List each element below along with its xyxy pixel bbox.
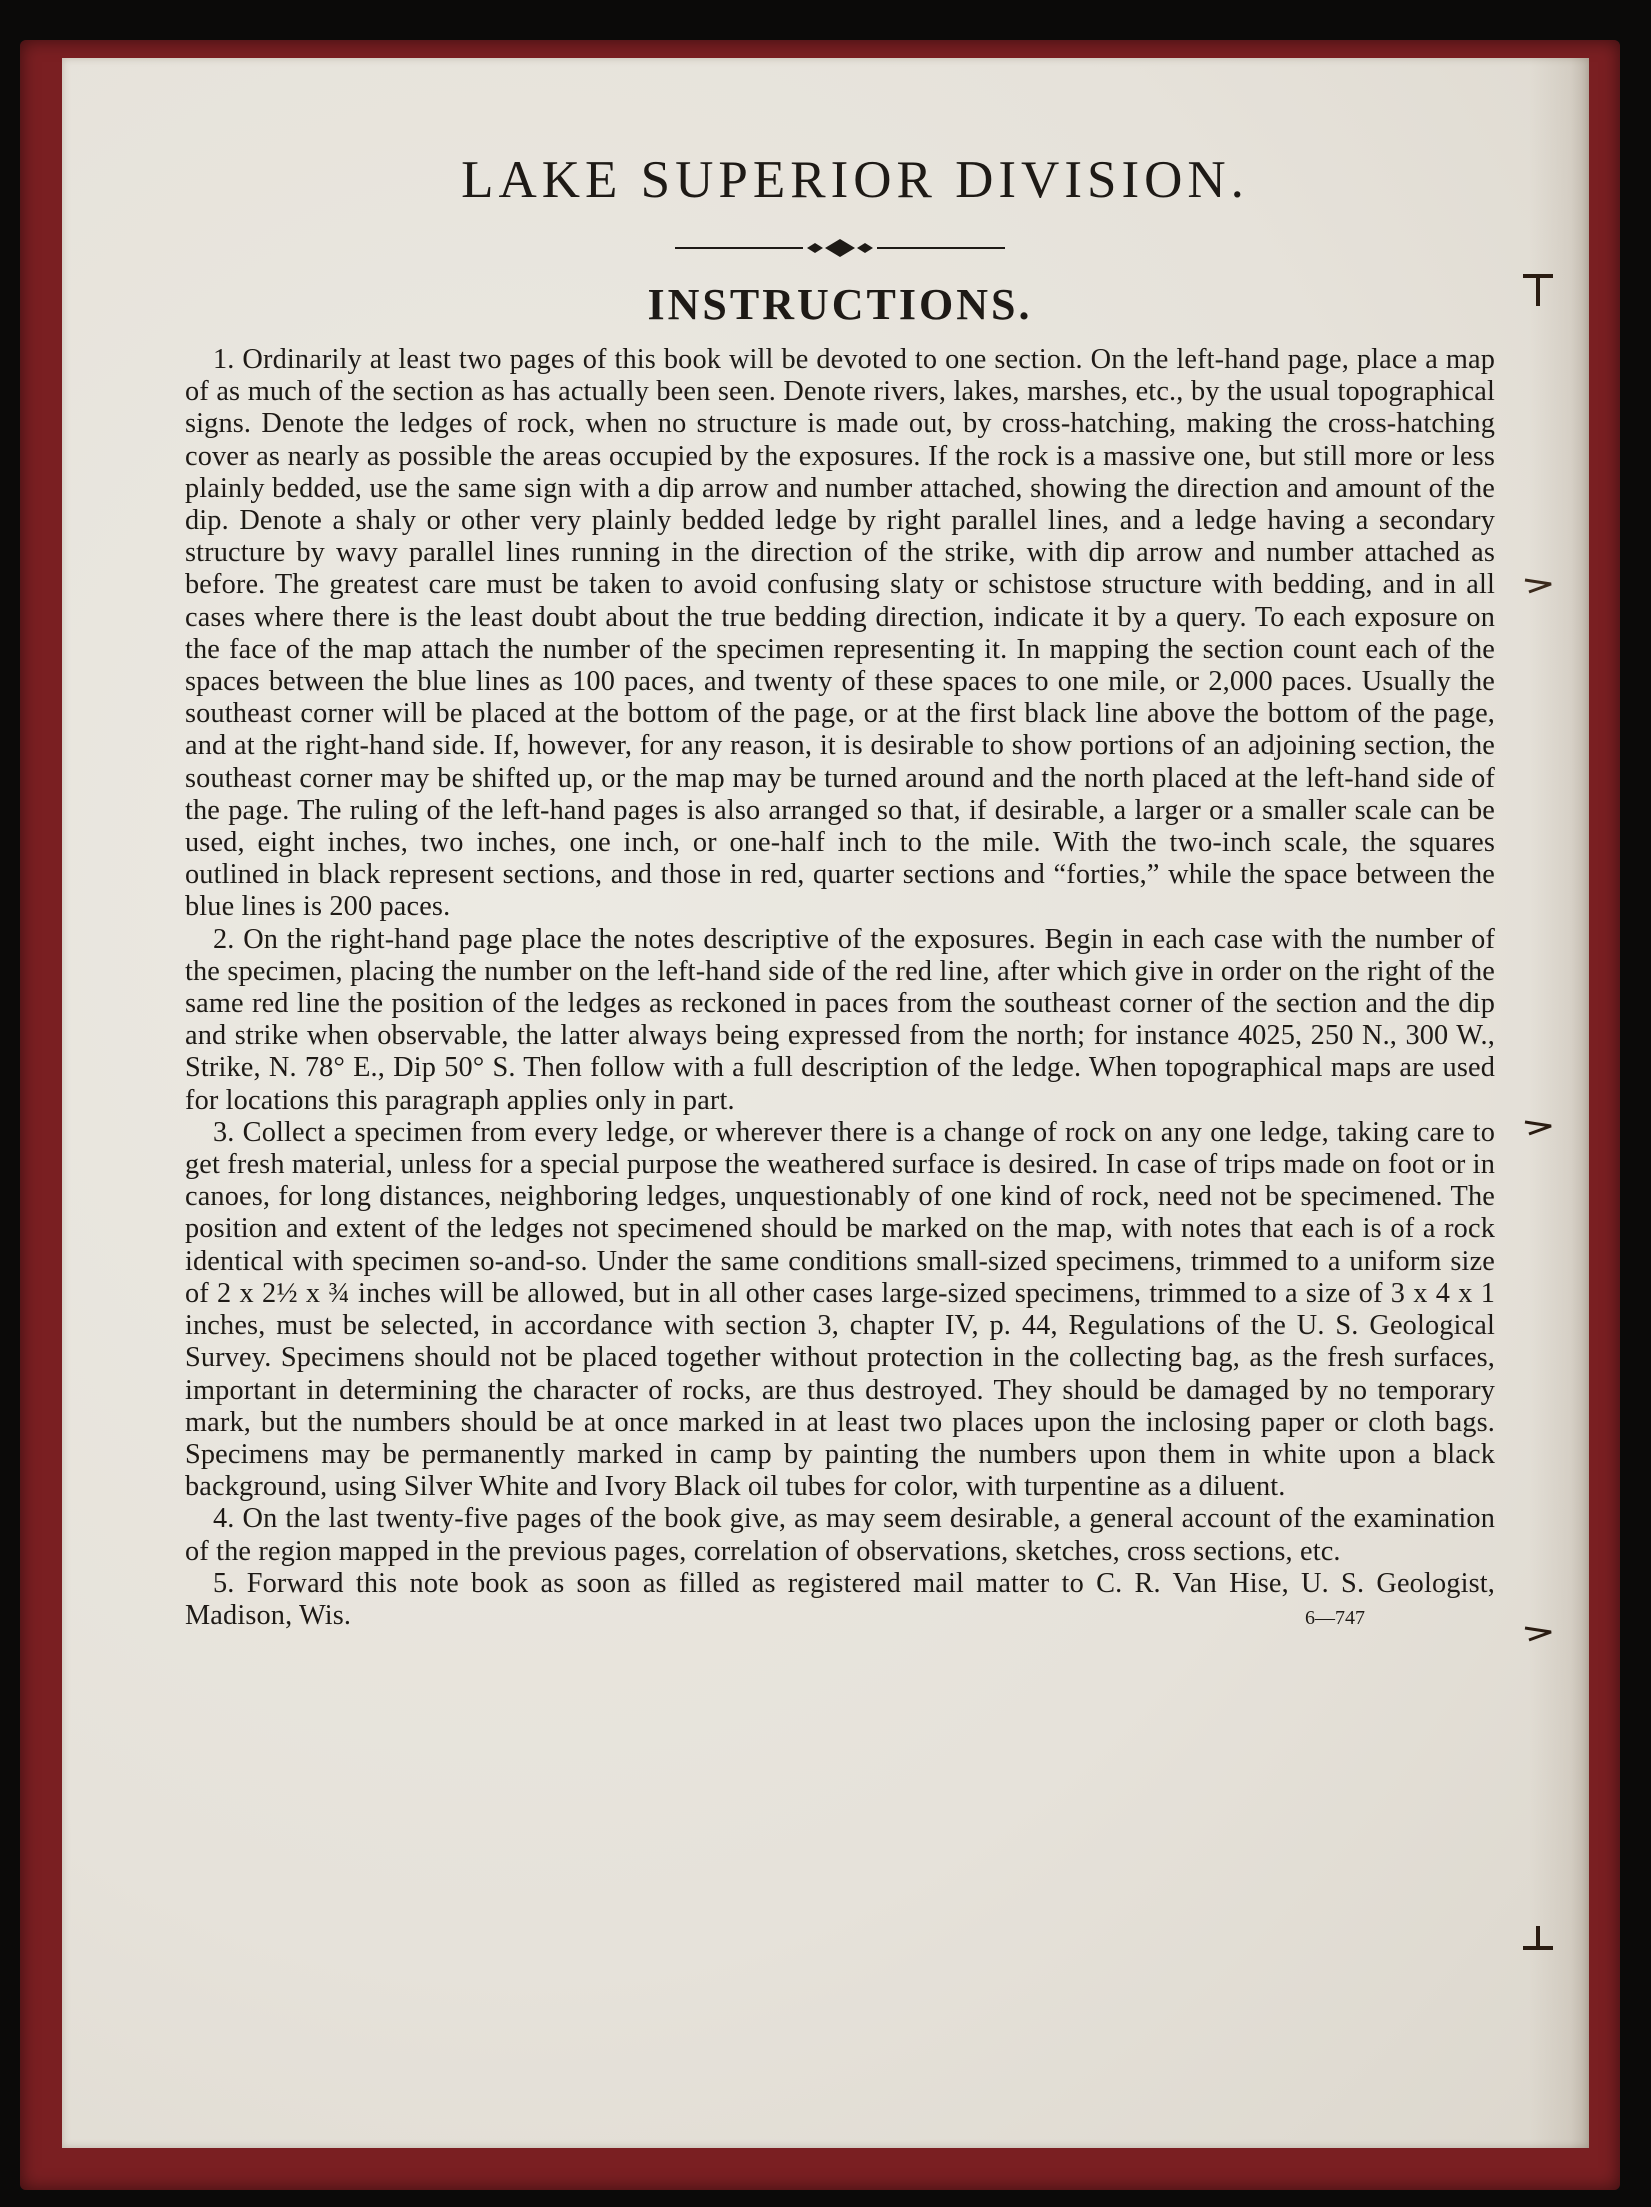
binding-gutter [1529, 58, 1589, 2148]
page-title: LAKE SUPERIOR DIVISION. [461, 151, 1249, 209]
section-heading: INSTRUCTIONS. [647, 280, 1033, 329]
binding-stitch-icon [1521, 568, 1555, 582]
binding-stitch-icon [1521, 268, 1555, 282]
final-instruction [185, 1568, 1495, 1632]
instruction-paragraph-2: 2. On the right-hand page place the notes descriptive of the exposures. Begin in each case with the number of the specimen, placing the number on the left-hand side of the red line, after which give in order on the right of the same red line the position of the ledges as reckoned in paces from the southeast corner of the section and the dip and strike when observable, the latter always being expressed from the north; for instance 4025, 250 N., 300 W., Strike, N. 78° E., Dip 50° S. Then follow with a full description of the ledge. When topographical maps are used for locations this paragraph applies only in part. [185, 923, 1495, 1116]
binding-stitch-icon [1521, 1618, 1555, 1632]
binding-stitch-icon [1521, 1926, 1555, 1940]
instruction-paragraph-4: 4. On the last twenty-five pages of the book give, as may seem desirable, a general account of the examination of the region mapped in the previous pages, correlation of observations, sketches, cross sections, etc. [185, 1503, 1495, 1567]
binding-stitch-icon [1521, 1112, 1555, 1126]
instructions-text-block [185, 150, 1495, 1632]
ornament-divider-icon [675, 236, 1005, 260]
instruction-paragraph-3: 3. Collect a specimen from every ledge, or wherever there is a change of rock on any one ledge, taking care to get fresh material, unless for a special purpose the weathered surface is desired. In case of trips made on foot or in canoes, for long distances, neighboring ledges, unquestionably of one kind of rock, need not be specimened. The position and extent of the ledges not specimened should be marked on the map, with notes that each is of a rock identical with specimen so-and-so. Under the same conditions small-sized specimens, trimmed to a uniform size of 2 x 2½ x ¾ inches will be allowed, but in all other cases large-sized specimens, trimmed to a size of 3 x 4 x 1 inches, must be selected, in accordance with section 3, chapter IV, p. 44, Regulations of the U. S. Geological Survey. Specimens should not be placed together without protection in the collecting bag, as the fresh surfaces, important in determining the character of rocks, are thus destroyed. They should be damaged by no temporary mark, but the numbers should be at once marked in at least two places upon the inclosing paper or cloth bags. Specimens may be permanently marked in camp by painting the numbers upon them in white upon a black background, using Silver White and Ivory Black oil tubes for color, with turpentine as a diluent. [185, 1116, 1495, 1503]
instruction-paragraph-1: 1. Ordinarily at least two pages of this book will be devoted to one section. On the left-hand page, place a map of as much of the section as has actually been seen. Denote rivers, lakes, marshes, etc., by the usual topographical signs. Denote the ledges of rock, when no structure is made out, by cross-hatching, making the cross-hatching cover as nearly as possible the areas occupied by the exposures. If the rock is a massive one, but still more or less plainly bedded, use the same sign with a dip arrow and number attached, showing the direction and amount of the dip. Denote a shaly or other very plainly bedded ledge by right parallel lines, and a ledge having a secondary structure by wavy parallel lines running in the direction of the strike, with dip arrow and number attached as before. The greatest care must be taken to avoid confusing slaty or schistose structure with bedding, and in all cases where there is the least doubt about the true bedding direction, indicate it by a query. To each exposure on the face of the map attach the number of the specimen representing it. In mapping the section count each of the spaces between the blue lines as 100 paces, and twenty of these spaces to one mile, or 2,000 paces. Usually the southeast corner will be placed at the bottom of the page, or at the first black line above the bottom of the page, and at the right-hand side. If, however, for any reason, it is desirable to show portions of an adjoining section, the southeast corner may be shifted up, or the map may be turned around and the north placed at the left-hand side of the page. The ruling of the left-hand pages is also arranged so that, if desirable, a larger or a smaller scale can be used, eight inches, two inches, one inch, or one-half inch to the mile. With the two-inch scale, the squares outlined in black represent sections, and those in red, quarter sections and “forties,” while the space between the blue lines is 200 paces. [185, 344, 1495, 923]
form-number: 6—747 [1305, 1606, 1365, 1629]
instruction-paragraph-5: 5. Forward this note book as soon as filled as registered mail matter to C. R. Van Hise, U. S. Geologist, Madison, Wis. [185, 1567, 1495, 1631]
